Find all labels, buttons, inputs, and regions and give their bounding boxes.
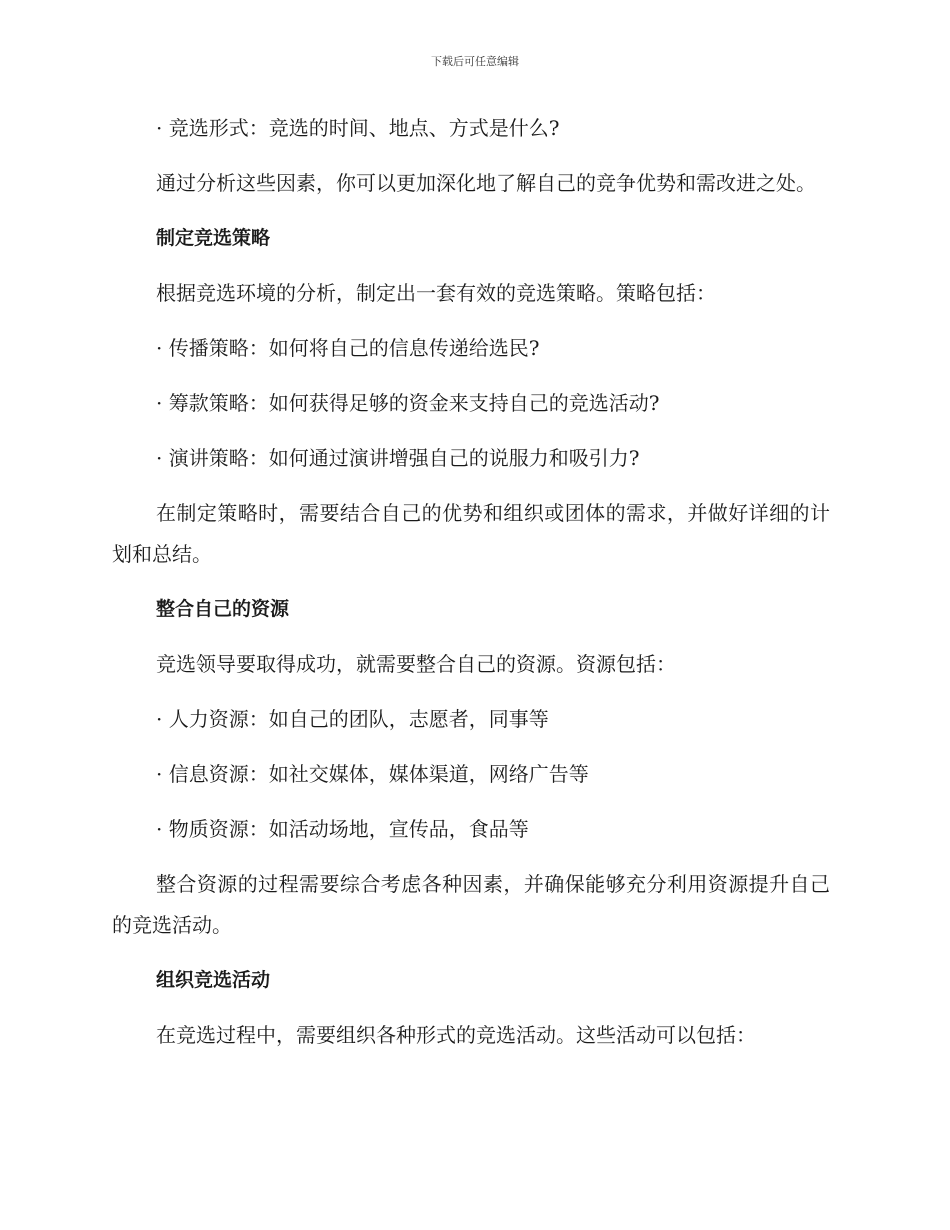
- page-header: 下载后可任意编辑: [431, 55, 519, 68]
- paragraph-strategy-intro: 根据竞选环境的分析，制定出一套有效的竞选策略。策略包括：: [156, 281, 716, 305]
- paragraph-strategy-summary: 在制定策略时，需要结合自己的优势和组织或团体的需求，并做好详细的计划和总结。: [112, 501, 830, 566]
- bullet-communication-strategy: · 传播策略：如何将自己的信息传递给选民?: [156, 336, 540, 360]
- bullet-information-resources: · 信息资源：如社交媒体，媒体渠道，网络广告等: [156, 762, 589, 786]
- paragraph-resources-intro: 竞选领导要取得成功，就需要整合自己的资源。资源包括：: [156, 652, 676, 676]
- section-heading-activities: 组织竞选活动: [156, 969, 271, 991]
- document-body: [112, 108, 830, 1056]
- section-heading-resources: 整合自己的资源: [156, 598, 290, 620]
- paragraph-activities-intro: 在竞选过程中，需要组织各种形式的竞选活动。这些活动可以包括：: [156, 1023, 756, 1047]
- paragraph-analysis-summary: 通过分析这些因素，你可以更加深化地了解自己的竞争优势和需改进之处。: [156, 171, 816, 195]
- paragraph-resources-summary: 整合资源的过程需要综合考虑各种因素，并确保能够充分利用资源提升自己的竞选活动。: [112, 872, 830, 937]
- section-heading-strategy: 制定竞选策略: [156, 227, 271, 249]
- bullet-material-resources: · 物质资源：如活动场地，宣传品，食品等: [156, 817, 529, 841]
- bullet-fundraising-strategy: · 筹款策略：如何获得足够的资金来支持自己的竞选活动?: [156, 391, 660, 415]
- bullet-human-resources: · 人力资源：如自己的团队，志愿者，同事等: [156, 707, 549, 731]
- bullet-competition-format: · 竞选形式：竞选的时间、地点、方式是什么?: [156, 116, 560, 140]
- bullet-speech-strategy: · 演讲策略：如何通过演讲增强自己的说服力和吸引力?: [156, 446, 640, 470]
